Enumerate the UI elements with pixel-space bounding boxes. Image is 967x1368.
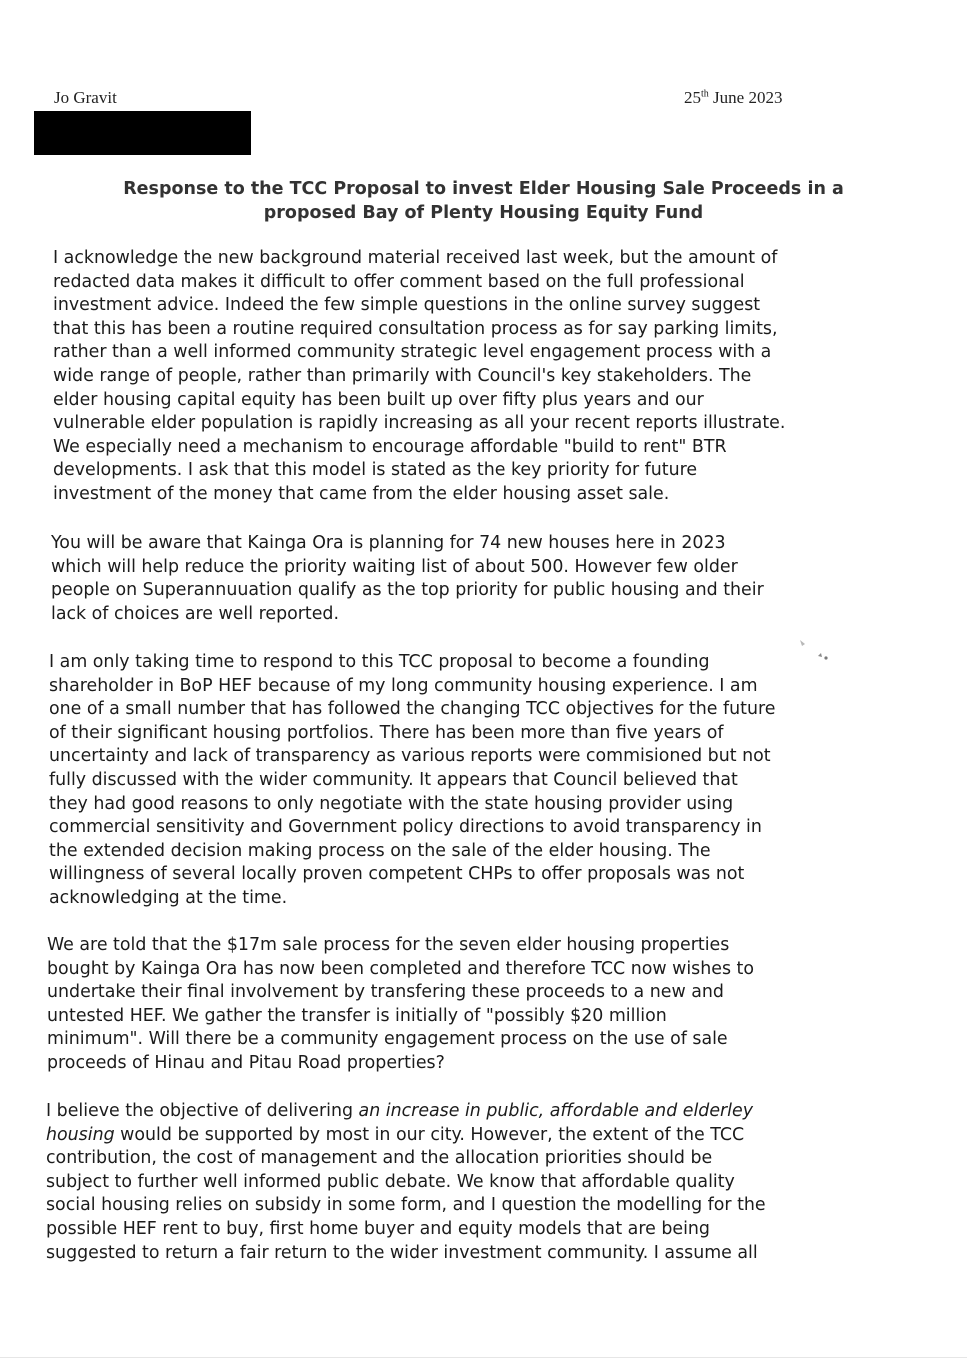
letter-date bbox=[684, 88, 782, 108]
text-line bbox=[46, 1124, 881, 1148]
text-line: one of a small number that has followed the changing TCC objectives for the future bbox=[49, 699, 776, 720]
text-line: untested HEF. We gather the transfer is initially of "possibly $20 million bbox=[47, 1005, 667, 1026]
text-line: possible HEF rent to buy, first home buyer and equity models that are being bbox=[46, 1218, 710, 1239]
italic-fragment: housing bbox=[46, 1124, 115, 1145]
text-line: bought by Kainga Ora has now been completed and therefore TCC now wishes to bbox=[47, 958, 755, 979]
text-line: subject to further well informed public debate. We know that affordable quality bbox=[46, 1171, 735, 1192]
text-line: wide range of people, rather than primarily with Council's key stakeholders. The bbox=[53, 365, 752, 386]
text-line: You will be aware that Kainga Ora is planning for 74 new houses here in 2023 bbox=[51, 533, 726, 553]
text-line: investment advice. Indeed the few simple questions in the online survey suggest bbox=[53, 295, 761, 316]
text-line: elder housing capital equity has been built up over fifty plus years and our bbox=[53, 389, 704, 410]
text-line: I am only taking time to respond to this TCC proposal to become a founding bbox=[49, 652, 710, 672]
paragraph-5 bbox=[46, 1100, 881, 1265]
text-fragment: would be supported by most in our city. However, the extent of the TCC bbox=[114, 1124, 745, 1145]
text-line: contribution, the cost of management and the allocation priorities should be bbox=[46, 1148, 713, 1169]
text-line: fully discussed with the wider community. It appears that Council believed that bbox=[49, 769, 738, 790]
document-title bbox=[40, 177, 927, 225]
text-line: redacted data makes it difficult to offer comment based on the full professional bbox=[53, 271, 745, 292]
paragraph-3 bbox=[49, 651, 884, 911]
paragraph-1 bbox=[53, 247, 888, 507]
text-line: of their significant housing portfolios. There has been more than five years of bbox=[49, 722, 724, 743]
redaction-block bbox=[34, 111, 251, 155]
text-line: We especially need a mechanism to encourage affordable "build to rent" BTR bbox=[53, 436, 727, 457]
text-line: commercial sensitivity and Government policy directions to avoid transparency in bbox=[49, 817, 762, 838]
text-fragment: I believe the objective of delivering bbox=[46, 1101, 359, 1121]
text-line bbox=[46, 1100, 881, 1124]
text-line: investment of the money that came from the elder housing asset sale. bbox=[53, 483, 670, 504]
text-line: lack of choices are well reported. bbox=[51, 603, 339, 624]
text-line: proceeds of Hinau and Pitau Road properties? bbox=[47, 1052, 445, 1073]
text-line: developments. I ask that this model is stated as the key priority for future bbox=[53, 460, 698, 481]
text-line: uncertainty and lack of transparency as various reports were commisioned but not bbox=[49, 746, 771, 767]
text-line: rather than a well informed community strategic level engagement process with a bbox=[53, 342, 772, 363]
text-line: undertake their final involvement by transfering these proceeds to a new and bbox=[47, 982, 724, 1003]
text-line: vulnerable elder population is rapidly increasing as all your recent reports illustrate. bbox=[53, 413, 786, 434]
paragraph-2 bbox=[51, 532, 886, 626]
scan-edge-line bbox=[0, 1357, 967, 1358]
date-month-year: June 2023 bbox=[708, 88, 783, 107]
date-day: 25 bbox=[684, 88, 701, 107]
text-line: I acknowledge the new background material received last week, but the amount of bbox=[53, 248, 778, 268]
text-line: shareholder in BoP HEF because of my long community housing experience. I am bbox=[49, 675, 758, 696]
text-line: which will help reduce the priority waiting list of about 500. However few older bbox=[51, 556, 738, 577]
paragraph-4 bbox=[47, 934, 882, 1076]
text-line: suggested to return a fair return to the wider investment community. I assume all bbox=[46, 1242, 758, 1263]
text-line: We are told that the $17m sale process for the seven elder housing properties bbox=[47, 935, 730, 955]
italic-fragment: an increase in public, affordable and elderley bbox=[358, 1101, 754, 1121]
text-line: willingness of several locally proven competent CHPs to offer proposals was not bbox=[49, 864, 745, 885]
text-line: that this has been a routine required consultation process as for say parking limits, bbox=[53, 318, 778, 339]
text-line: acknowledging at the time. bbox=[49, 887, 288, 908]
title-line: proposed Bay of Plenty Housing Equity Fund bbox=[263, 203, 704, 223]
text-line: they had good reasons to only negotiate with the state housing provider using bbox=[49, 793, 734, 814]
date-suffix: th bbox=[701, 88, 709, 100]
text-line: people on Superannuuation qualify as the top priority for public housing and their bbox=[51, 580, 764, 601]
text-line: the extended decision making process on the sale of the elder housing. The bbox=[49, 840, 711, 861]
title-line: Response to the TCC Proposal to invest Elder Housing Sale Proceeds in a bbox=[123, 179, 844, 199]
text-line: minimum". Will there be a community engagement process on the use of sale bbox=[47, 1029, 728, 1050]
author-name: Jo Gravit bbox=[54, 88, 117, 107]
text-line: social housing relies on subsidy in some form, and I question the modelling for the bbox=[46, 1195, 766, 1216]
